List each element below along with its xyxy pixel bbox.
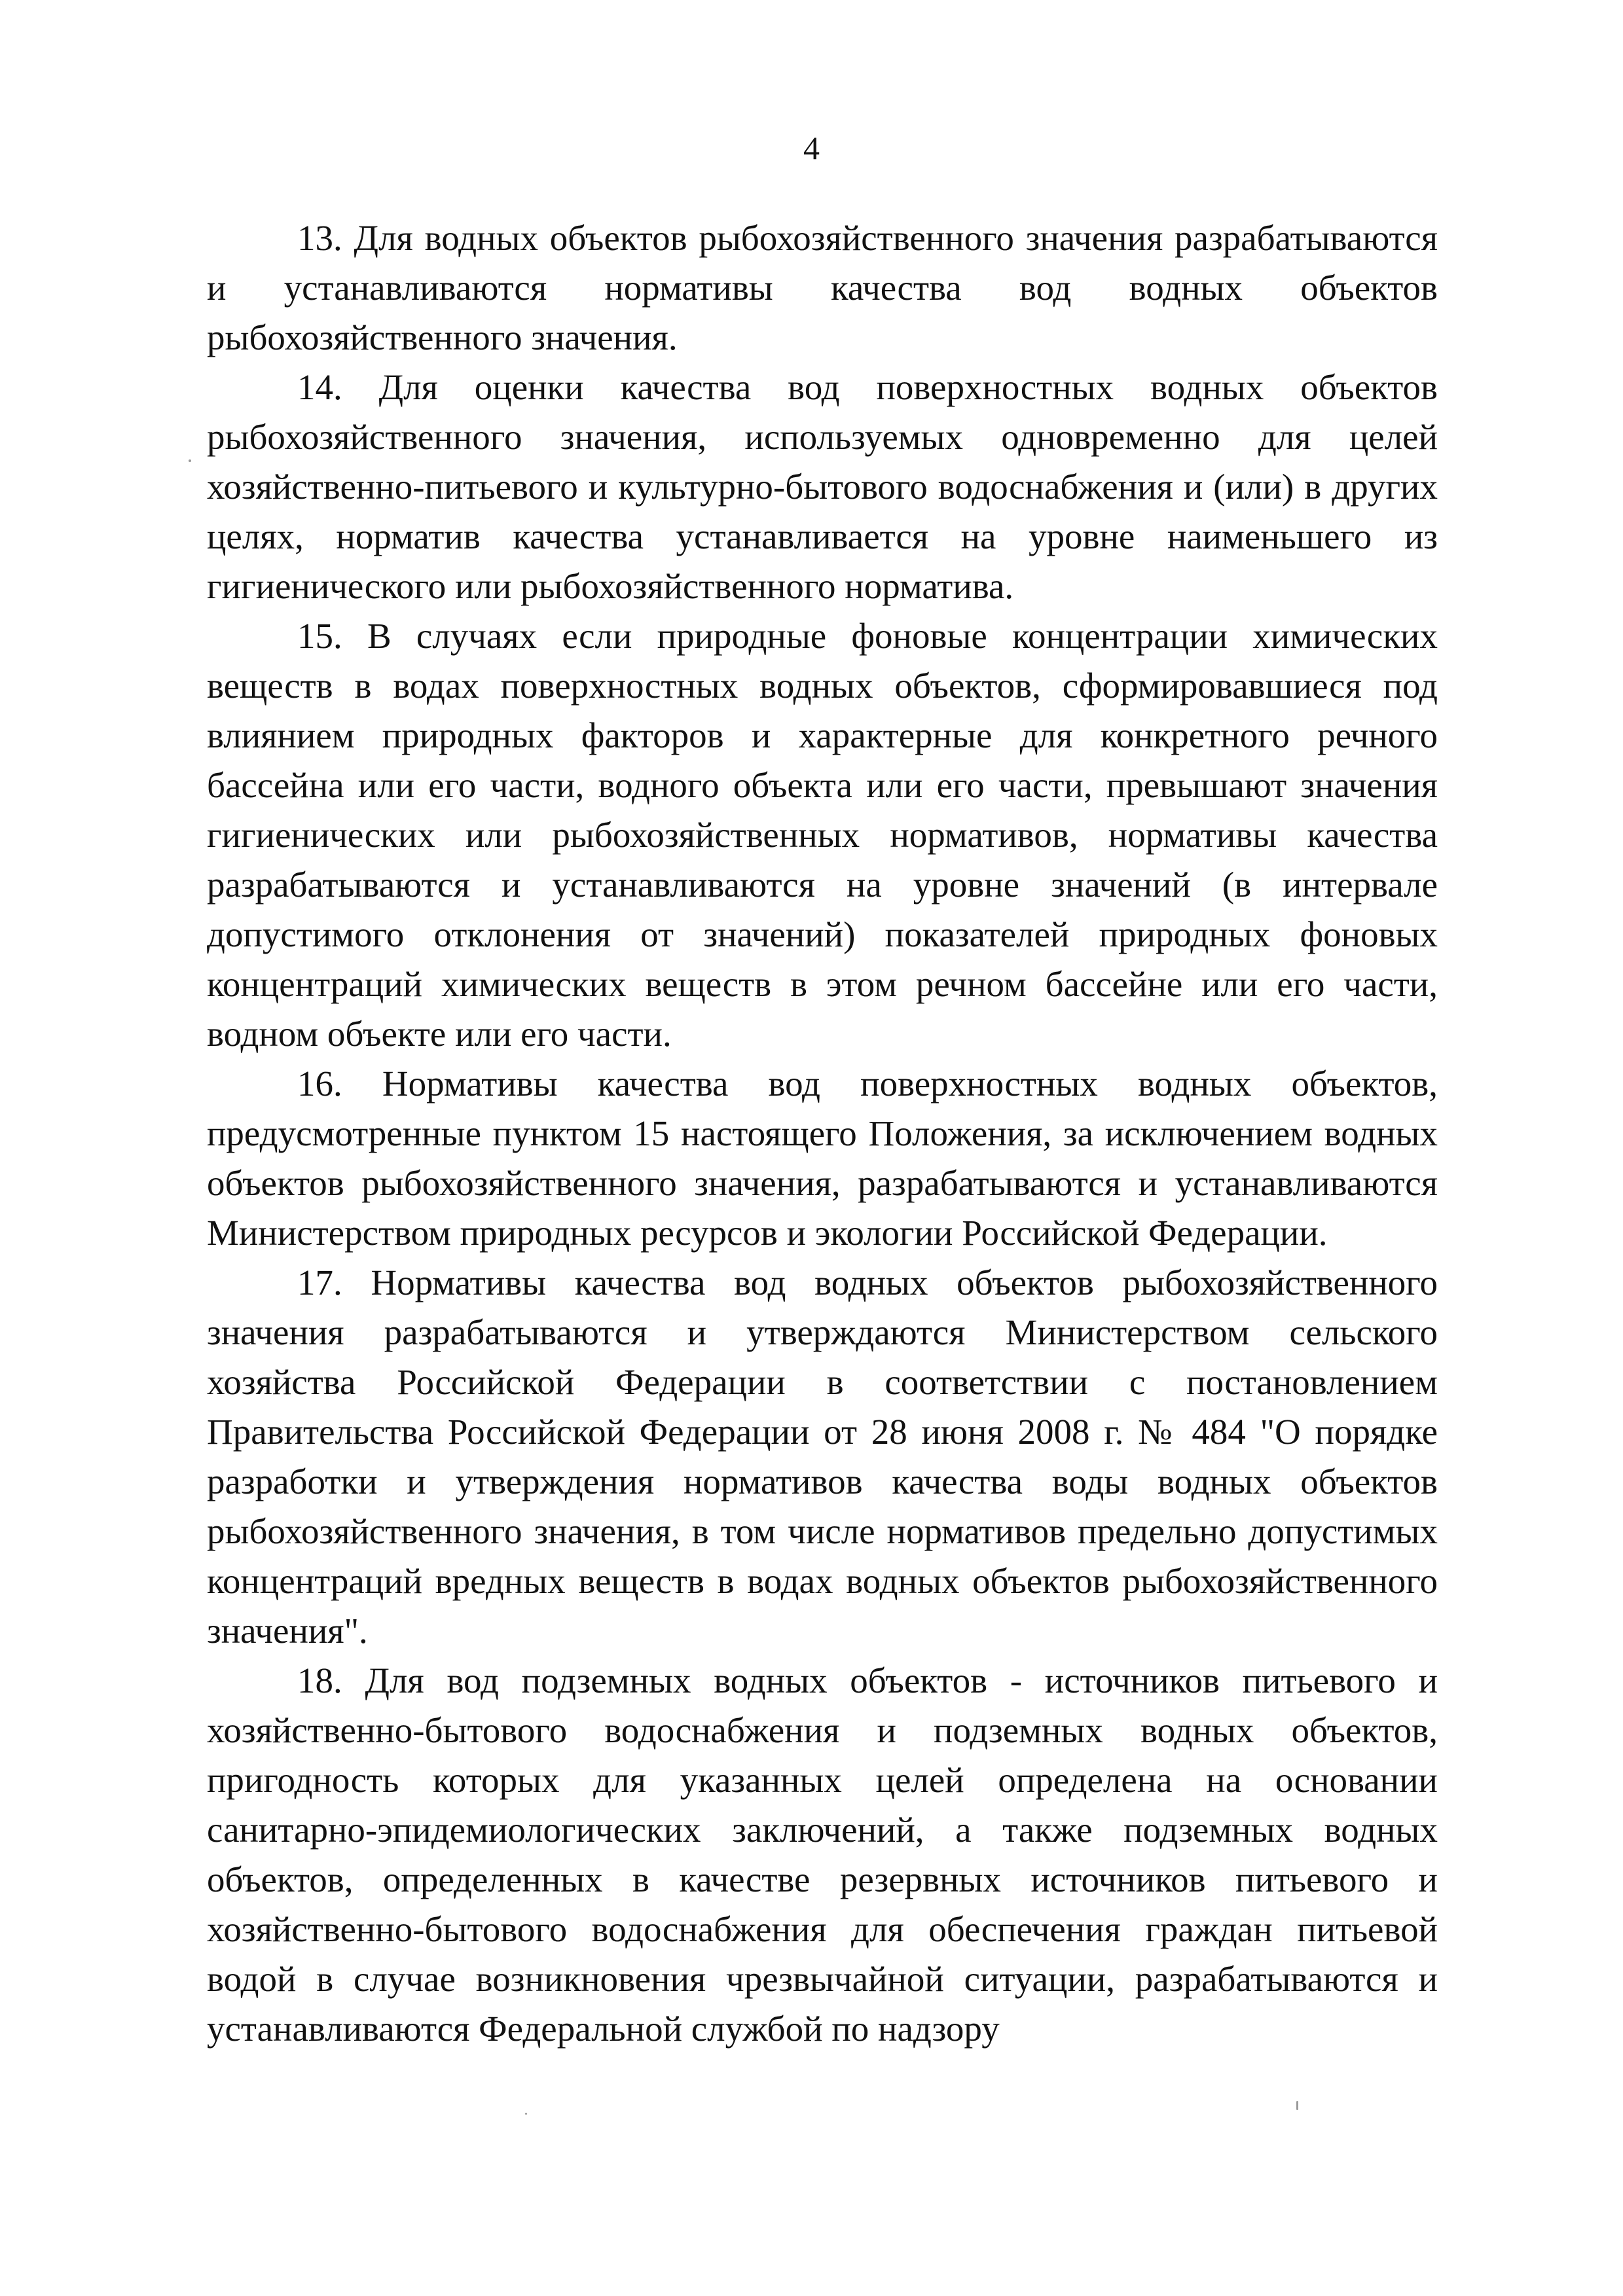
scan-speck <box>525 2113 527 2115</box>
paragraph-18: 18. Для вод подземных водных объектов - источников питьевого и хозяйственно-бытового водоснабжения и подземных водных объектов, пригодность которых для указанных целей определена на основании санитарно-эпидемиологических заключений, а также подземных водных объектов, определенных в качестве резервных источников питьевого и хозяйственно-бытового водоснабжения для обеспечения граждан питьевой водой в случае возникновения чрезвычайной ситуации, разрабатываются и устанавливаются Федеральной службой по надзору <box>207 1660 1438 2049</box>
paragraph-17: 17. Нормативы качества вод водных объектов рыбохозяйственного значения разрабатываются и утверждаются Министерством сельского хозяйства Российской Федерации в соответствии с постановлением Правительства Российской Федерации от 28 июня 2008 г. № 484 "О порядке разработки и утверждения нормативов качества воды водных объектов рыбохозяйственного значения, в том числе нормативов предельно допустимых концентраций вредных веществ в водах водных объектов рыбохозяйственного значения". <box>207 1263 1438 1651</box>
paragraph-13: 13. Для водных объектов рыбохозяйственного значения разрабатываются и устанавливаются нормативы качества вод водных объектов рыбохозяйственного значения. <box>207 218 1438 357</box>
paragraph-14: 14. Для оценки качества вод поверхностных водных объектов рыбохозяйственного значения, используемых одновременно для целей хозяйственно-питьевого и культурно-бытового водоснабжения и (или) в других целях, норматив качества устанавливается на уровне наименьшего из гигиенического или рыбохозяйственного норматива. <box>207 367 1438 606</box>
page-number: 4 <box>803 130 820 166</box>
paragraph-16: 16. Нормативы качества вод поверхностных водных объектов, предусмотренные пунктом 15 настоящего Положения, за исключением водных объектов рыбохозяйственного значения, разрабатываются и устанавливаются Министерством природных ресурсов и экологии Российской Федерации. <box>207 1064 1438 1253</box>
document-body <box>207 213 1438 2054</box>
paragraph-15: 15. В случаях если природные фоновые концентрации химических веществ в водах поверхностных водных объектов, сформировавшиеся под влиянием природных факторов и характерные для конкретного речного бассейна или его части, водного объекта или его части, превышают значения гигиенических или рыбохозяйственных нормативов, нормативы качества разрабатываются и устанавливаются на уровне значений (в интервале допустимого отклонения от значений) показателей природных фоновых концентраций химических веществ в этом речном бассейне или его части, водном объекте или его части. <box>207 616 1438 1054</box>
scan-speck <box>189 459 191 462</box>
scan-speck <box>1296 2101 1298 2110</box>
